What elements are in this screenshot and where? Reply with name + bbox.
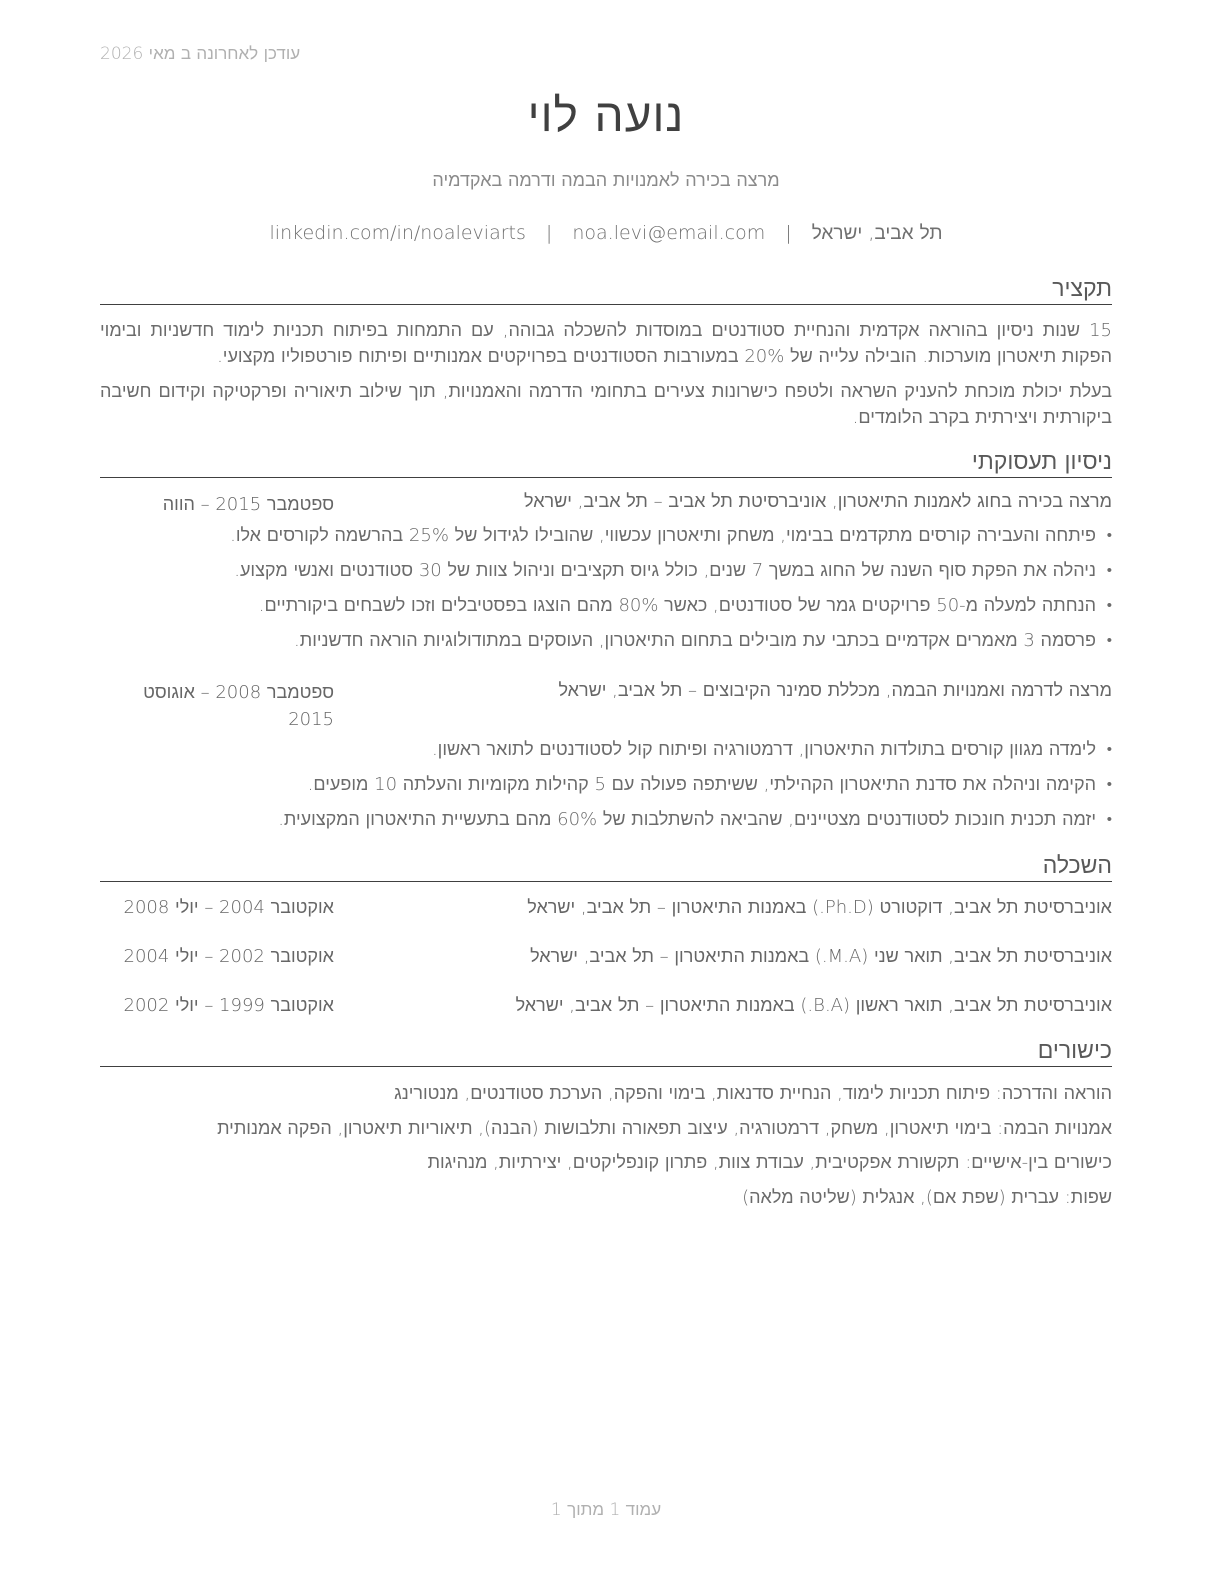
- job-bullet: • לימדה מגוון קורסים בתולדות התיאטרון, דרמטורגיה ופיתוח קול לסטודנטים לתואר ראשון.: [100, 732, 1112, 767]
- section-heading-summary: תקציר: [100, 275, 1112, 305]
- contact-email-link[interactable]: noa.levi@email.com: [572, 222, 766, 244]
- job-bullet-list: [100, 732, 1112, 837]
- section-heading-skills: כישורים: [100, 1037, 1112, 1067]
- education-dates: אוקטובר 2004 – יולי 2008: [123, 897, 334, 918]
- job-bullet: • ניהלה את הפקת סוף השנה של החוג במשך 7 שנים, כולל גיוס תקציבים וניהול צוות של 30 סטודנטים ואנשי מקצוע.: [100, 553, 1112, 588]
- education-dates: אוקטובר 1999 – יולי 2002: [123, 995, 334, 1016]
- skills-list: [100, 1077, 1112, 1215]
- contact-line: [100, 222, 1112, 245]
- page-number-footer: עמוד 1 מתוך 1: [550, 1500, 662, 1520]
- education-title: אוניברסיטת תל אביב, תואר ראשון (B.A.) באמנות התיאטרון – תל אביב, ישראל: [515, 995, 1112, 1016]
- section-heading-education: השכלה: [100, 852, 1112, 882]
- job-bullet: • הנחתה למעלה מ-50 פרויקטים גמר של סטודנטים, כאשר 80% מהם הוצגו בפסטיבלים וזכו לשבחים ביקורתיים.: [100, 588, 1112, 623]
- contact-location: תל אביב, ישראל: [811, 222, 943, 244]
- education-item: [100, 946, 1112, 976]
- contact-separator: |: [785, 222, 792, 244]
- job-dates: ספטמבר 2008 – אוגוסט 2015: [143, 682, 334, 730]
- job-bullet: • פרסמה 3 מאמרים אקדמיים בכתבי עת מובילים בתחום התיאטרון, העוסקים במתודולוגיות הוראה חדשניות.: [100, 623, 1112, 658]
- candidate-name: נועה לוי: [527, 88, 685, 142]
- job-title: מרצה לדרמה ואמנויות הבמה, מכללת סמינר הקיבוצים – תל אביב, ישראל: [558, 680, 1112, 701]
- job-bullet-list: [100, 518, 1112, 658]
- summary-paragraph-1: 15 שנות ניסיון בהוראה אקדמית והנחיית סטודנטים במוסדות להשכלה גבוהה, עם התמחות בפיתוח תכניות לימוד חדשניות ובימוי הפקות תיאטרון מוערכות. הובילה עלייה של 20% במעורבות הסטודנטים בפרויקטים אמנותיים ופיתוח פורטפוליו מקצועי.: [100, 320, 1112, 367]
- resume-page: [100, 0, 1112, 1584]
- candidate-subtitle: מרצה בכירה לאמנויות הבמה ודרמה באקדמיה: [432, 170, 780, 191]
- job-bullet: • פיתחה והעבירה קורסים מתקדמים בבימוי, משחק ותיאטרון עכשווי, שהובילו לגידול של 25% בהרשמה לקורסים אלו.: [100, 518, 1112, 553]
- education-dates: אוקטובר 2002 – יולי 2004: [123, 946, 334, 967]
- skill-line: כישורים בין-אישיים: תקשורת אפקטיבית, עבודת צוות, פתרון קונפליקטים, יצירתיות, מנהיגות: [427, 1152, 1112, 1173]
- education-item: [100, 995, 1112, 1025]
- education-title: אוניברסיטת תל אביב, תואר שני (M.A.) באמנות התיאטרון – תל אביב, ישראל: [530, 946, 1112, 967]
- job-bullet: • יזמה תכנית חונכות לסטודנטים מצטיינים, שהביאה להשתלבות של 60% מהם בתעשיית התיאטרון המקצועית.: [100, 802, 1112, 837]
- contact-separator: |: [545, 222, 553, 244]
- section-heading-experience: ניסיון תעסוקתי: [100, 448, 1112, 478]
- summary-paragraph-2: בעלת יכולת מוכחת להעניק השראה ולטפח כישרונות צעירים בתחומי הדרמה והאמנויות, תוך שילוב תיאוריה ופרקטיקה וקידום חשיבה ביקורתית ויצירתית בקרב הלומדים.: [100, 381, 1112, 428]
- last-updated-note: עודכן לאחרונה ב מאי 2026: [100, 44, 301, 64]
- skill-line: שפות: עברית (שפת אם), אנגלית (שליטה מלאה): [742, 1186, 1112, 1208]
- education-title: אוניברסיטת תל אביב, דוקטורט (Ph.D.) באמנות התיאטרון – תל אביב, ישראל: [527, 897, 1112, 918]
- contact-linkedin-link[interactable]: linkedin.com/in/noaleviarts: [269, 222, 526, 244]
- job-bullet: • הקימה וניהלה את סדנת התיאטרון הקהילתי, ששיתפה פעולה עם 5 קהילות מקומיות והעלתה 10 מופעים.: [100, 767, 1112, 802]
- education-item: [100, 897, 1112, 927]
- skill-line: הוראה והדרכה: פיתוח תכניות לימוד, הנחיית סדנאות, בימוי והפקה, הערכת סטודנטים, מנטורינג: [394, 1083, 1112, 1104]
- job-title: מרצה בכירה בחוג לאמנות התיאטרון, אוניברסיטת תל אביב – תל אביב, ישראל: [524, 491, 1112, 512]
- job-dates: ספטמבר 2015 – הווה: [162, 494, 334, 515]
- skill-line: אמנויות הבמה: בימוי תיאטרון, משחק, דרמטורגיה, עיצוב תפאורה ותלבושות (הבנה), תיאוריות תיאטרון, הפקה אמנותית: [217, 1117, 1112, 1139]
